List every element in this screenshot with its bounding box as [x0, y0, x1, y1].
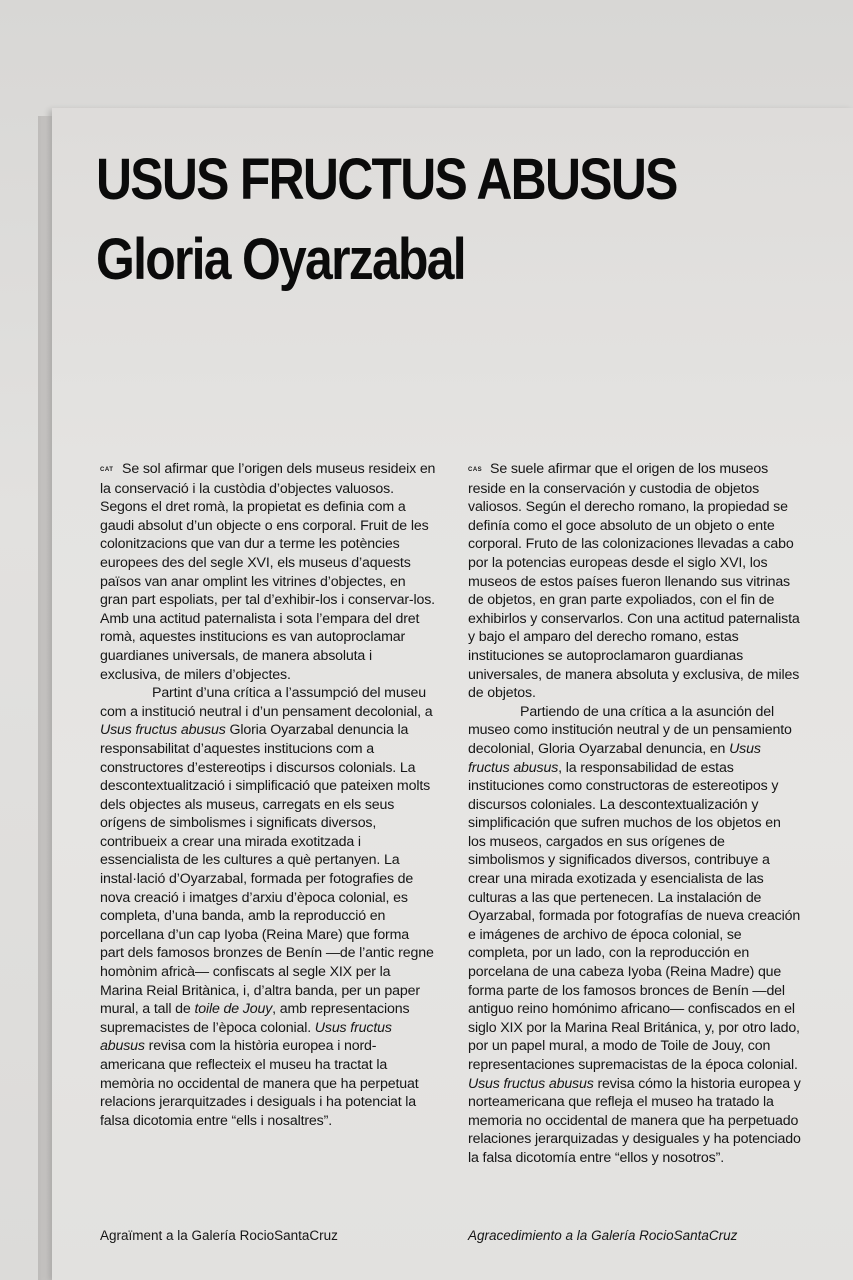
exhibition-title	[96, 140, 677, 300]
spanish-lang-tag: CAS	[468, 467, 483, 473]
catalan-paragraph-1: CAT Se sol afirmar que l’origen dels museus resideix en la conservació i la custòdia d’objectes valuosos. Segons el dret romà, la propietat es definia com a gaudi absolut d’un objecte o ens corporal. Fruit de les colonitzacions que van dur a terme les potències europees des del segle XVI, els museus d’aquests països van anar omplint les vitrines d’objectes, en gran part espoliats, per tal d’exhibir-los i conservar-los. Amb una actitud paternalista i sota l’empara del dret romà, aquestes institucions es van autoproclamar guardianes universals, de manera absoluta i exclusiva, de milers d’objectes.	[100, 461, 436, 683]
artist-name: Gloria Oyarzabal	[96, 227, 465, 292]
catalan-paragraph-2: Partint d’una crítica a l’assumpció del museu com a institució neutral i d’un pensament decolonial, a Usus fructus abusus Gloria Oyarzabal denuncia la responsabilitat d’aquestes institucions com a constructores d’estereotips i discursos colonials. La descontextualització i simplificació que pateixen molts dels objectes als museus, carregats en els seus orígens de simbolismes i significats diversos, contribueix a crear una mirada exotitzada i essencialista de les cultures a què pertanyen. La instal·lació d’Oyarzabal, formada per fotografies de nova creació i imatges d’arxiu d’època colonial, es completa, d’una banda, amb la reproducció en porcellana d’un cap Iyoba (Reina Mare) que forma part dels famosos bronzes de Benín —de l’antic regne homònim africà— confiscats al segle XIX per la Marina Reial Britànica, i, d’altra banda, per un paper mural, a tall de toile de Jouy, amb representacions supremacistes de l’època colonial. Usus fructus abusus revisa com la història europea i nord-americana que reflecteix el museu ha tractat la memòria no occidental de manera que ha perpetuat relacions jerarquitzades i desiguals i ha potenciat la falsa dicotomia entre “ells i nosaltres”.	[100, 685, 434, 1129]
catalan-column	[100, 460, 436, 1130]
panel-edge	[38, 116, 52, 1280]
catalan-credit: Agraïment a la Galería RocioSantaCruz	[100, 1228, 338, 1243]
spanish-column	[468, 460, 802, 1168]
spanish-paragraph-2: Partiendo de una crítica a la asunción del museo como institución neutral y de un pensamiento decolonial, Gloria Oyarzabal denuncia, en Usus fructus abusus, la responsabilidad de estas instituciones como constructoras de estereotipos y discursos coloniales. La descontextualización y simplificación que sufren muchos de los objetos en los museos, cargados en sus orígenes de simbolismos y significados diversos, contribuye a crear una mirada exotizada y esencialista de las culturas a las que pertenecen. La instalación de Oyarzabal, formada por fotografías de nueva creación e imágenes de archivo de época colonial, se completa, por un lado, con la reproducción en porcelana de una cabeza Iyoba (Reina Madre) que forma parte de los famosos bronces de Benín —del antiguo reino homónimo africano— confiscados en el siglo XIX por la Marina Real Británica, y, por otro lado, por un papel mural, a modo de Toile de Jouy, con representaciones supremacistas de la época colonial. Usus fructus abusus revisa cómo la historia europea y norteamericana que refleja el museo ha tratado la memoria no occidental de manera que ha perpetuado relaciones jerarquizadas y desiguales y ha potenciado la falsa dicotomía entre “ellos y nosotros”.	[468, 703, 801, 1166]
spanish-credit: Agracedimiento a la Galería RocioSantaCruz	[468, 1228, 738, 1243]
spanish-paragraph-1: CAS Se suele afirmar que el origen de los museos reside en la conservación y custodia de objetos valiosos. Según el derecho romano, la propiedad se definía como el goce absoluto de un objeto o ente corporal. Fruto de las colonizaciones llevadas a cabo por la potencias europeas desde el siglo XVI, los museos de estos países fueron llenando sus vitrinas de objetos, en gran parte expoliados, con el fin de exhibirlos y conservarlos. Con una actitud paternalista y bajo el amparo del derecho romano, estas instituciones se autoproclamaron guardianas universales, de manera absoluta y exclusiva, de miles de objetos.	[468, 461, 800, 702]
catalan-lang-tag: CAT	[100, 467, 114, 473]
title-line-1: USUS FRUCTUS ABUSUS	[96, 147, 677, 212]
